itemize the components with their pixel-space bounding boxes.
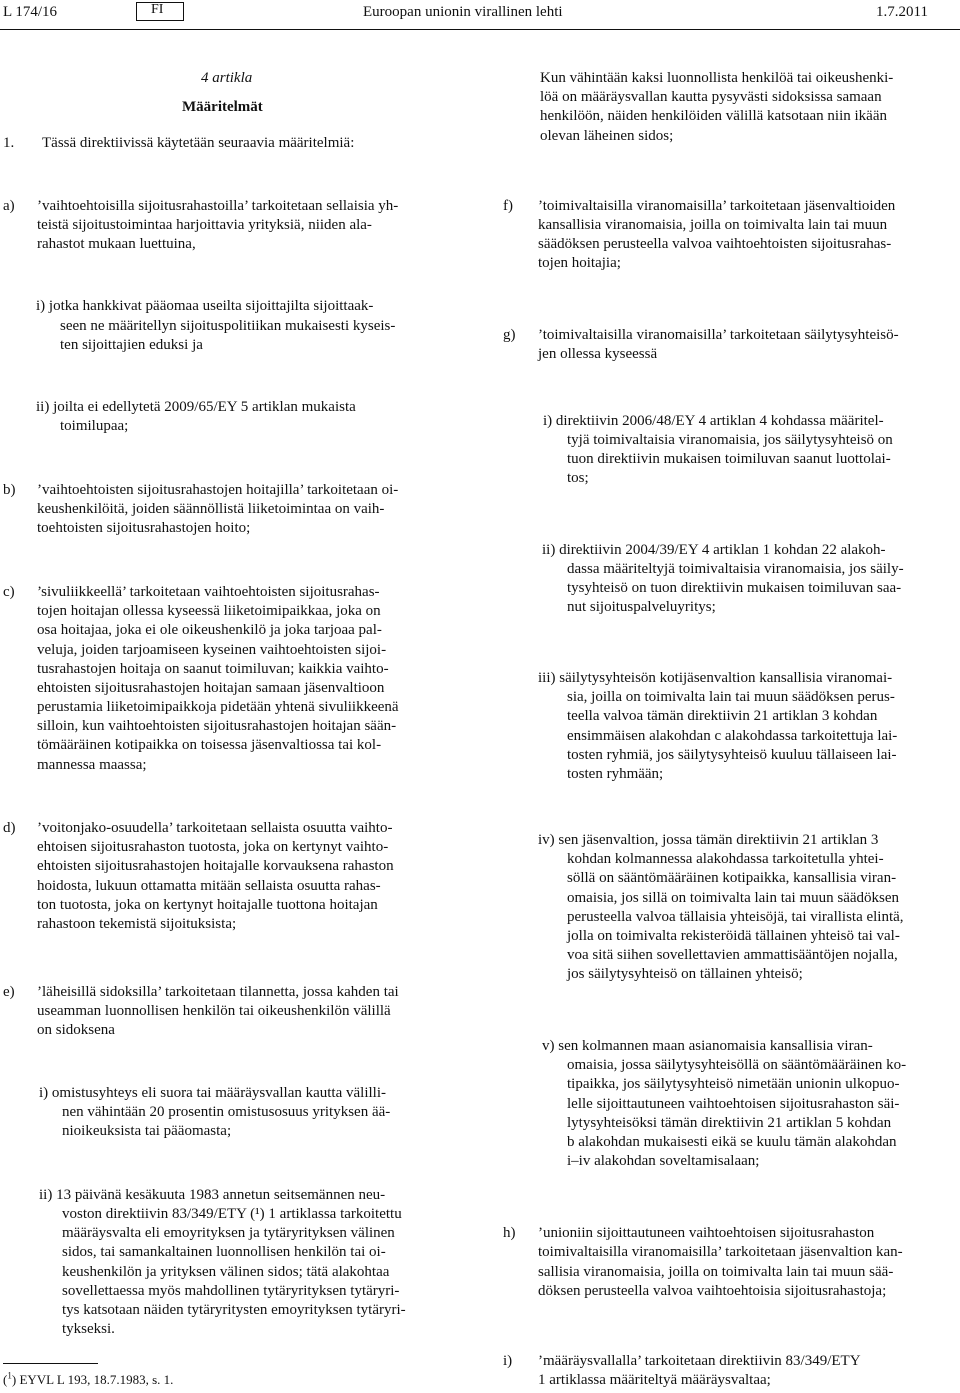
text-line: ’toimivaltaisilla viranomaisilla’ tarkoitetaan säilytysyhteisö-: [538, 327, 899, 343]
text-line: määräysvalta eli emoyrityksen ja tytäryrityksen välinen: [62, 1225, 395, 1241]
footnote-marker: 1: [7, 1370, 12, 1381]
text-line: sallisia viranomaisia, joilla on toimivalta lain tai muun sää-: [538, 1264, 894, 1280]
text-line: ii) joilta ei edellytetä 2009/65/EY 5 artiklan mukaista: [36, 399, 356, 415]
item-label: b): [3, 482, 16, 498]
text-line: keushenkilöitä, joiden säännöllistä liiketoimintaa on vaih-: [37, 501, 385, 517]
text-line: tykseksi.: [62, 1321, 115, 1337]
text-line: tömääräinen kotipaikka on toisessa jäsenvaltiossa tai kol-: [37, 737, 382, 753]
text-line: perusteella valvoa tällaisia yhteisöjä, tai virallista elintä,: [567, 909, 904, 925]
text-line: kansallisia viranomaisia, joilla on toimivalta lain tai muun: [538, 217, 888, 233]
text-line: v) sen kolmannen maan asianomaisia kansallisia viran-: [542, 1038, 873, 1054]
text-line: tyjä toimivaltaisia viranomaisia, jos säilytysyhteisö on: [567, 432, 893, 448]
language-code: FI: [151, 2, 164, 17]
text-line: kohdan kolmannessa alakohdassa tarkoitetulla yhtei-: [567, 851, 884, 867]
paragraph-intro: Tässä direktiivissä käytetään seuraavia määritelmiä:: [42, 135, 355, 151]
text-line: löä on määräysvallan kautta pysyvästi sidoksissa samaan: [540, 89, 882, 105]
text-line: ’määräysvallalla’ tarkoitetaan direktiivin 83/349/ETY: [538, 1353, 861, 1369]
text-line: nioikeuksista tai pääomasta;: [62, 1123, 232, 1139]
text-line: iii) säilytysyhteisön kotijäsenvaltion kansallisia viranomai-: [538, 670, 893, 686]
text-line: jolla on toimivalta rekisteröidä tällainen yhteisö tai val-: [567, 928, 900, 944]
item-label: g): [503, 327, 516, 343]
text-line: ii) 13 päivänä kesäkuuta 1983 annetun seitsemännen neu-: [39, 1187, 386, 1203]
text-line: ’sivuliikkeellä’ tarkoitetaan vaihtoehtoisten sijoitusrahas-: [37, 584, 380, 600]
text-line: ’unioniin sijoittautuneen vaihtoehtoisen sijoitusrahaston: [538, 1225, 875, 1241]
article-title: Määritelmät: [182, 99, 263, 115]
text-line: toimilupaa;: [60, 418, 129, 434]
text-line: ’vaihtoehtoisilla sijoitusrahastoilla’ tarkoitetaan sellaisia yh-: [37, 198, 399, 214]
text-line: tosten ryhmiä, jos säilytysyhteisö kuuluu tällaiseen lai-: [567, 747, 897, 763]
text-line: sovellettaessa myös mahdollinen tytäryrityksen tytäryri-: [62, 1283, 400, 1299]
text-line: ’läheisillä sidoksilla’ tarkoitetaan tilannetta, jossa kahden tai: [37, 984, 399, 1000]
text-line: lytysyhteisöksi tämän direktiivin 21 artiklan 5 kohdan: [567, 1115, 892, 1131]
text-line: ’toimivaltaisilla viranomaisilla’ tarkoitetaan jäsenvaltioiden: [538, 198, 896, 214]
text-line: veluja, joiden tarjoamiseen kyseinen vaihtoehtoisten sijoi-: [37, 642, 387, 658]
text-line: nen vähintään 20 prosentin omistusosuus yrityksen ää-: [62, 1104, 391, 1120]
item-label: d): [3, 820, 16, 836]
text-line: voston direktiivin 83/349/ETY (¹) 1 artiklassa tarkoitettu: [62, 1206, 402, 1222]
text-line: rahastot mukaan luettuina,: [37, 236, 196, 252]
text-line: useamman luonnollisen henkilön tai oikeushenkilön välillä: [37, 1003, 391, 1019]
text-line: hoidosta, lukuun ottamatta mitään sellaista osuutta rahas-: [37, 878, 381, 894]
item-label: e): [3, 984, 15, 1000]
text-line: jen ollessa kyseessä: [538, 346, 658, 362]
text-line: ton tuotosta, joka on kertynyt hoitajalle tuottona hoitajan: [37, 897, 378, 913]
item-label: i): [503, 1353, 513, 1369]
item-label: h): [503, 1225, 516, 1241]
text-line: ensimmäisen alakohdan c alakohdassa tarkoitettuja lai-: [567, 728, 898, 744]
text-line: omaisia, jossa säilytysyhteisöllä on sääntömääräinen ko-: [567, 1057, 907, 1073]
text-line: tos;: [567, 470, 589, 486]
text-line: tosten ryhmään;: [567, 766, 664, 782]
text-line: i–iv alakohdan soveltamisalaan;: [567, 1153, 760, 1169]
text-line: b alakohdan mukaisesti eikä se kuulu tämän alakohdan: [567, 1134, 897, 1150]
text-line: jos säilytysyhteisö on tällainen yhteisö;: [567, 966, 803, 982]
text-line: i) jotka hankkivat pääomaa useilta sijoittajilta sijoittaak-: [36, 298, 374, 314]
text-line: tysyhteisö on tuon direktiivin mukaisen toimiluvan saa-: [567, 580, 902, 596]
text-line: keushenkilön ja yrityksen välinen sidos; tätä alakohtaa: [62, 1264, 390, 1280]
text-line: säädöksen perusteella valvoa vaihtoehtoisten sijoitusrahas-: [538, 236, 892, 252]
footnote-text: EYVL L 193, 18.7.1983, s. 1.: [19, 1372, 174, 1387]
text-line: döksen perusteella valvoa vaihtoehtoisia sijoitusrahastoja;: [538, 1283, 887, 1299]
language-badge: [136, 2, 184, 21]
text-line: tys katsotaan näiden tytäryritysten emoyrityksen tytäryri-: [62, 1302, 406, 1318]
text-line: tojen hoitajan ollessa kyseessä liiketoimipaikkaa, joka on: [37, 603, 381, 619]
text-line: tuon direktiivin mukaisen toimiluvan saanut luottolai-: [567, 451, 891, 467]
text-line: söllä on sääntömääräinen kotipaikka, kansallisia viran-: [567, 870, 897, 886]
text-line: ’vaihtoehtoisten sijoitusrahastojen hoitajilla’ tarkoitetaan oi-: [37, 482, 399, 498]
article-number: 4 artikla: [201, 70, 253, 86]
text-line: mannessa maassa;: [37, 757, 147, 773]
text-line: iv) sen jäsenvaltion, jossa tämän direktiivin 21 artiklan 3: [538, 832, 879, 848]
text-line: olevan läheinen sidos;: [540, 128, 674, 144]
text-line: voa sitä siihen sovellettavien ammattisääntöjen nojalla,: [567, 947, 898, 963]
text-line: ’voitonjako-osuudella’ tarkoitetaan sellaista osuutta vaihto-: [37, 820, 393, 836]
text-line: on sidoksena: [37, 1022, 115, 1038]
item-label: f): [503, 198, 513, 214]
item-label: a): [3, 198, 15, 214]
text-line: henkilöön, näiden henkilöiden välillä katsotaan niin ikään: [540, 108, 887, 124]
text-line: rahastoon tekemistä sijoituksista;: [37, 916, 237, 932]
text-line: ehtoisten sijoitusrahastojen hoitajalle korvauksena rahaston: [37, 858, 394, 874]
item-label: c): [3, 584, 15, 600]
text-line: lelle sijoittautuneen vaihtoehtoisen sijoitusrahaston säi-: [567, 1096, 900, 1112]
text-line: 1 artiklassa määriteltyä määräysvaltaa;: [538, 1372, 771, 1388]
text-line: omaisia, jos sillä on toimivalta lain tai muun säädöksen: [567, 890, 900, 906]
text-line: teistä sijoitustoimintaa harjoittavia yrityksiä, niiden ala-: [37, 217, 372, 233]
text-line: i) omistusyhteys eli suora tai määräysvallan kautta välilli-: [39, 1085, 386, 1101]
text-line: perustamia liiketoimipaikkoja pidetään yhtenä sivuliikkeenä: [37, 699, 399, 715]
text-line: silloin, kun vaihtoehtoisten sijoitusrahastojen hoitajan sään-: [37, 718, 397, 734]
text-line: osa hoitajaa, joka ei ole oikeushenkilö ja joka tarjoaa pal-: [37, 622, 382, 638]
header-rule: [0, 29, 960, 30]
text-line: dassa määriteltyjä toimivaltaisia viranomaisia, jos säily-: [567, 561, 904, 577]
text-line: sia, joilla on toimivalta lain tai muun säädöksen perus-: [567, 689, 895, 705]
text-line: teella valvoa tämän direktiivin 21 artiklan 3 kohdan: [567, 708, 878, 724]
text-line: nut sijoituspalveluyritys;: [567, 599, 716, 615]
publication-date: 1.7.2011: [876, 4, 928, 20]
text-line: ehtoisten sijoitusrahastojen hoitajan samaan jäsenvaltioon: [37, 680, 385, 696]
text-line: tipaikka, jos säilytysyhteisö nimetään unionin ulkopuo-: [567, 1076, 900, 1092]
paragraph-number: 1.: [3, 135, 15, 151]
text-line: tojen hoitajia;: [538, 255, 621, 271]
text-line: ten sijoittajien eduksi ja: [60, 337, 203, 353]
text-line: ehtoisen sijoitusrahaston tuotosta, joka on kertynyt vaihto-: [37, 839, 389, 855]
text-line: tusrahastojen hoitaja on saanut toimiluvan; kaikkia vaihto-: [37, 661, 389, 677]
footnote: ($^1$) EYVL L 193, 18.7.1983, s. 1.: [3, 1370, 174, 1387]
text-line: toehtoisten sijoitusrahastojen hoito;: [37, 520, 251, 536]
text-line: toimivaltaisilla viranomaisilla’ tarkoitetaan jäsenvaltion kan-: [538, 1244, 903, 1260]
text-line: seen ne määritellyn sijoituspolitiikan mukaisesti kyseis-: [60, 318, 396, 334]
text-line: i) direktiivin 2006/48/EY 4 artiklan 4 kohdassa määritel-: [543, 413, 884, 429]
text-line: sidos, tai samankaltainen luonnollisen henkilön tai oi-: [62, 1244, 386, 1260]
text-line: Kun vähintään kaksi luonnollista henkilöä tai oikeushenki-: [540, 70, 894, 86]
text-line: ii) direktiivin 2004/39/EY 4 artiklan 1 kohdan 22 alakoh-: [542, 542, 886, 558]
page-reference: L 174/16: [3, 4, 58, 20]
journal-title: Euroopan unionin virallinen lehti: [363, 4, 563, 20]
footnote-rule: [3, 1363, 98, 1364]
